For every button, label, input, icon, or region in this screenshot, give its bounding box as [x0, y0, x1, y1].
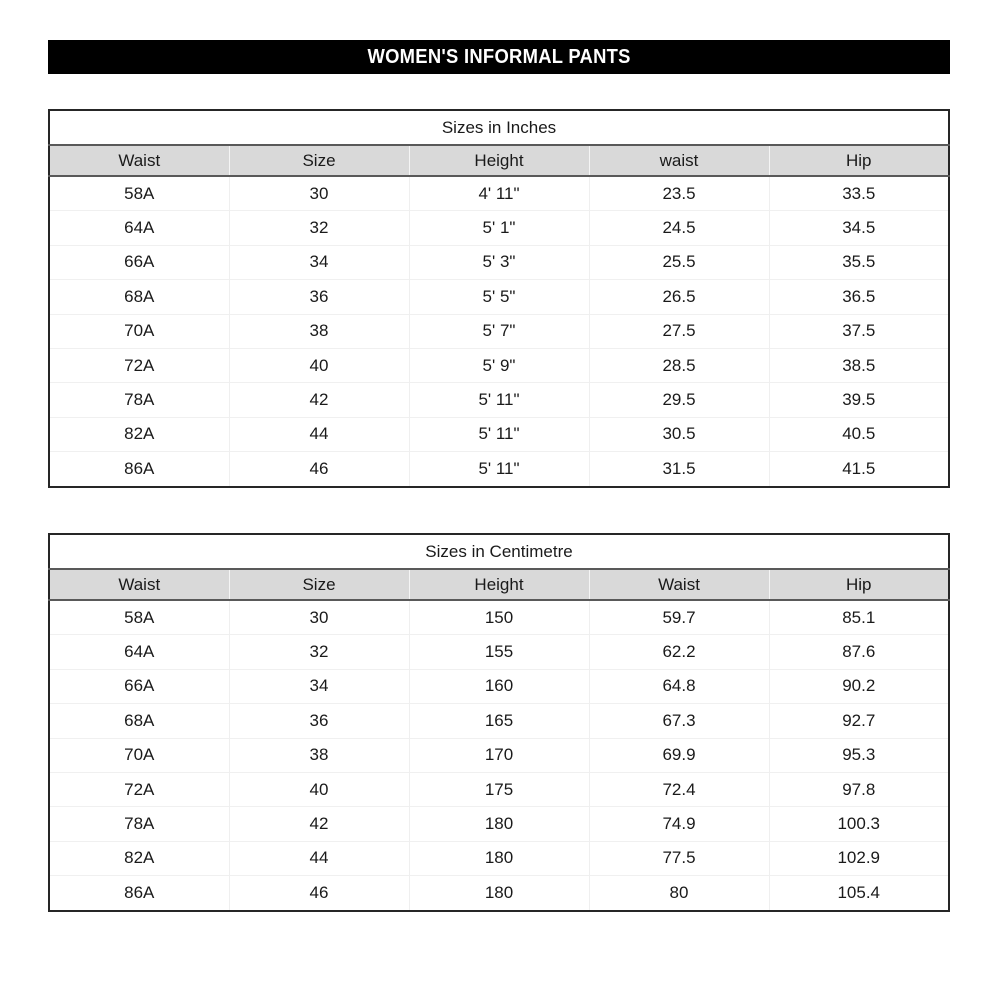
table-cell: 46	[229, 452, 409, 487]
table-cell: 100.3	[769, 807, 949, 841]
table-cell: 105.4	[769, 876, 949, 911]
table-row	[49, 383, 949, 417]
table-cell: 72A	[49, 772, 229, 806]
table-cell: 175	[409, 772, 589, 806]
table-cell: 95.3	[769, 738, 949, 772]
table-cell: 180	[409, 876, 589, 911]
table-cell: 5' 7"	[409, 314, 589, 348]
table-cell: 67.3	[589, 704, 769, 738]
table-cell: 42	[229, 807, 409, 841]
table-cell: 5' 5"	[409, 280, 589, 314]
table-cell: 66A	[49, 245, 229, 279]
table-cell: 180	[409, 807, 589, 841]
table-cell: 26.5	[589, 280, 769, 314]
table-cell: 28.5	[589, 348, 769, 382]
table-cell: 4' 11"	[409, 176, 589, 211]
table-cell: 85.1	[769, 600, 949, 635]
table-cell: 27.5	[589, 314, 769, 348]
table-cell: 77.5	[589, 841, 769, 875]
table-row	[49, 211, 949, 245]
table-cell: 5' 9"	[409, 348, 589, 382]
table-cell: 160	[409, 669, 589, 703]
sizes-in-centimetre-table	[48, 533, 950, 912]
table-cell: 36.5	[769, 280, 949, 314]
table-cell: 69.9	[589, 738, 769, 772]
column-header: Hip	[769, 145, 949, 176]
table-row	[49, 704, 949, 738]
sizes-in-inches-table	[48, 109, 950, 488]
table-cell: 37.5	[769, 314, 949, 348]
table-cell: 70A	[49, 738, 229, 772]
table-cell: 30	[229, 176, 409, 211]
table-cell: 25.5	[589, 245, 769, 279]
table-cell: 34	[229, 669, 409, 703]
table-cell: 36	[229, 280, 409, 314]
table-cell: 44	[229, 841, 409, 875]
table-cell: 180	[409, 841, 589, 875]
column-header: Waist	[49, 569, 229, 600]
table-row	[49, 176, 949, 211]
table-cell: 165	[409, 704, 589, 738]
table-row	[49, 452, 949, 487]
table-cell: 5' 11"	[409, 452, 589, 487]
column-header: Size	[229, 145, 409, 176]
table-row	[49, 245, 949, 279]
table-row	[49, 635, 949, 669]
table-cell: 62.2	[589, 635, 769, 669]
table-row	[49, 669, 949, 703]
table-cell: 34.5	[769, 211, 949, 245]
table-header-row	[49, 569, 949, 600]
table-cell: 86A	[49, 452, 229, 487]
table-caption-row	[49, 534, 949, 569]
table-header-row	[49, 145, 949, 176]
table-cell: 66A	[49, 669, 229, 703]
table-cell: 64A	[49, 635, 229, 669]
table-cell: 78A	[49, 807, 229, 841]
table-row	[49, 841, 949, 875]
table-row	[49, 348, 949, 382]
table-row	[49, 807, 949, 841]
table-cell: 170	[409, 738, 589, 772]
table-cell: 64.8	[589, 669, 769, 703]
table-cell: 24.5	[589, 211, 769, 245]
table-cell: 74.9	[589, 807, 769, 841]
table-cell: 150	[409, 600, 589, 635]
column-header: Hip	[769, 569, 949, 600]
table-cell: 29.5	[589, 383, 769, 417]
table-cell: 5' 11"	[409, 417, 589, 451]
table-cell: 32	[229, 211, 409, 245]
table-row	[49, 600, 949, 635]
page-title: WOMEN'S INFORMAL PANTS	[367, 45, 631, 68]
table-cell: 64A	[49, 211, 229, 245]
table-cell: 23.5	[589, 176, 769, 211]
table-cell: 92.7	[769, 704, 949, 738]
table-cell: 30.5	[589, 417, 769, 451]
table-cell: 35.5	[769, 245, 949, 279]
table-cell: 38	[229, 314, 409, 348]
table-cell: 58A	[49, 176, 229, 211]
table-cell: 102.9	[769, 841, 949, 875]
table-row	[49, 738, 949, 772]
table-caption-row	[49, 110, 949, 145]
table-cell: 68A	[49, 704, 229, 738]
column-header: Size	[229, 569, 409, 600]
table-row	[49, 876, 949, 911]
table-cell: 40.5	[769, 417, 949, 451]
table-cell: 90.2	[769, 669, 949, 703]
column-header: Waist	[589, 569, 769, 600]
table-cell: 40	[229, 348, 409, 382]
table-cell: 36	[229, 704, 409, 738]
table-cell: 5' 1"	[409, 211, 589, 245]
column-header: Height	[409, 145, 589, 176]
table-cell: 32	[229, 635, 409, 669]
table-cell: 44	[229, 417, 409, 451]
table-cell: 86A	[49, 876, 229, 911]
table-cell: 38.5	[769, 348, 949, 382]
table-cell: 59.7	[589, 600, 769, 635]
table-caption: Sizes in Centimetre	[49, 534, 949, 569]
table-row	[49, 314, 949, 348]
table-cell: 5' 3"	[409, 245, 589, 279]
table-cell: 33.5	[769, 176, 949, 211]
table-cell: 38	[229, 738, 409, 772]
table-cell: 80	[589, 876, 769, 911]
table-row	[49, 280, 949, 314]
table-cell: 40	[229, 772, 409, 806]
table-row	[49, 772, 949, 806]
column-header: Waist	[49, 145, 229, 176]
table-cell: 82A	[49, 841, 229, 875]
table-cell: 41.5	[769, 452, 949, 487]
table-cell: 42	[229, 383, 409, 417]
page-title-banner	[48, 40, 950, 74]
table-cell: 34	[229, 245, 409, 279]
table-cell: 68A	[49, 280, 229, 314]
table-cell: 46	[229, 876, 409, 911]
table-cell: 72A	[49, 348, 229, 382]
table-cell: 39.5	[769, 383, 949, 417]
column-header: waist	[589, 145, 769, 176]
table-cell: 82A	[49, 417, 229, 451]
table-cell: 31.5	[589, 452, 769, 487]
table-row	[49, 417, 949, 451]
column-header: Height	[409, 569, 589, 600]
table-cell: 72.4	[589, 772, 769, 806]
table-cell: 70A	[49, 314, 229, 348]
table-cell: 78A	[49, 383, 229, 417]
table-caption: Sizes in Inches	[49, 110, 949, 145]
table-cell: 30	[229, 600, 409, 635]
table-cell: 87.6	[769, 635, 949, 669]
table-cell: 5' 11"	[409, 383, 589, 417]
table-cell: 58A	[49, 600, 229, 635]
table-cell: 97.8	[769, 772, 949, 806]
table-cell: 155	[409, 635, 589, 669]
